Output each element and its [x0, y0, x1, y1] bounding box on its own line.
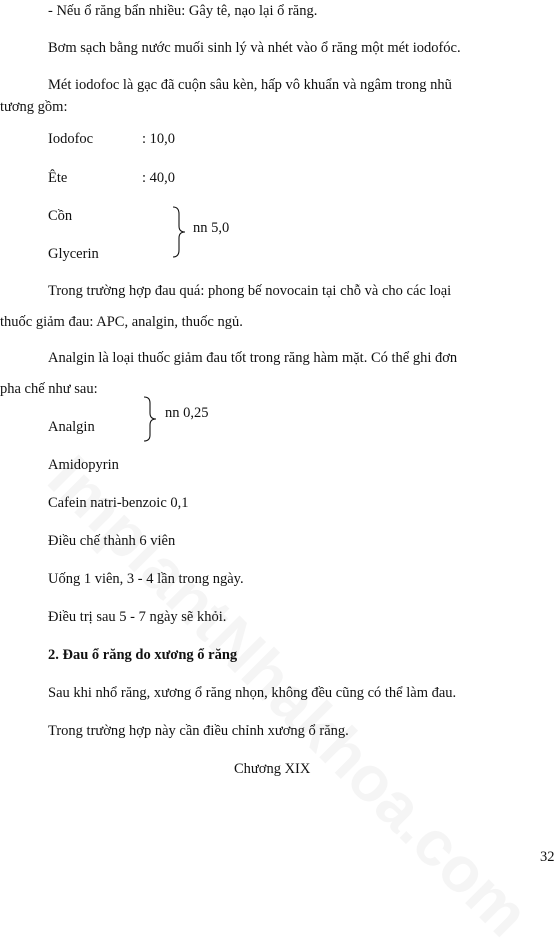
text-line: thuốc giảm đau: APC, analgin, thuốc ngủ. [0, 314, 243, 330]
text-line: - Nếu ổ răng bẩn nhiều: Gây tê, nạo lại ổ răng. [48, 3, 318, 19]
text-line: Điều trị sau 5 - 7 ngày sẽ khỏi. [48, 609, 227, 625]
text-line: Điều chế thành 6 viên [48, 533, 176, 549]
text-line: Bơm sạch bằng nước muối sinh lý và nhét vào ổ răng một mét iodofóc. [48, 40, 461, 56]
ingredient-name: Cafein natri-benzoic 0,1 [48, 495, 189, 511]
ingredient-amount: nn 5,0 [193, 220, 230, 236]
text-line: Trong trường hợp đau quá: phong bế novocain tại chỗ và cho các loại [48, 283, 452, 299]
section-heading: 2. Đau ổ răng do xương ổ răng [48, 647, 238, 663]
chapter-title: Chương XIX [234, 761, 311, 777]
ingredient-name: Iodofoc [48, 131, 94, 147]
ingredient-name: Glycerin [48, 246, 99, 262]
text-line: Analgin là loại thuốc giảm đau tốt trong răng hàm mặt. Có thể ghi đơn [48, 350, 458, 366]
text-line: Trong trường hợp này cần điều chỉnh xương ổ răng. [48, 723, 349, 739]
text-line: pha chế như sau: [0, 381, 98, 397]
ingredient-amount: nn 0,25 [165, 405, 209, 421]
ingredient-name: Cồn [48, 208, 73, 224]
text-line: Uống 1 viên, 3 - 4 lần trong ngày. [48, 571, 244, 587]
ingredient-name: Ête [48, 170, 68, 186]
ingredient-name: Analgin [48, 419, 95, 435]
ingredient-value: : 10,0 [142, 131, 176, 147]
right-brace-icon [143, 396, 157, 442]
text-line: tương gồm: [0, 99, 68, 115]
ingredient-value: : 40,0 [142, 170, 176, 186]
page-number: 32 [540, 849, 555, 865]
text-line: Sau khi nhổ răng, xương ổ răng nhọn, không đều cũng có thể làm đau. [48, 685, 457, 701]
ingredient-name: Amidopyrin [48, 457, 119, 473]
right-brace-icon [172, 206, 186, 258]
text-line: Mét iodofoc là gạc đã cuộn sâu kèn, hấp vô khuẩn và ngâm trong nhũ [48, 77, 452, 93]
